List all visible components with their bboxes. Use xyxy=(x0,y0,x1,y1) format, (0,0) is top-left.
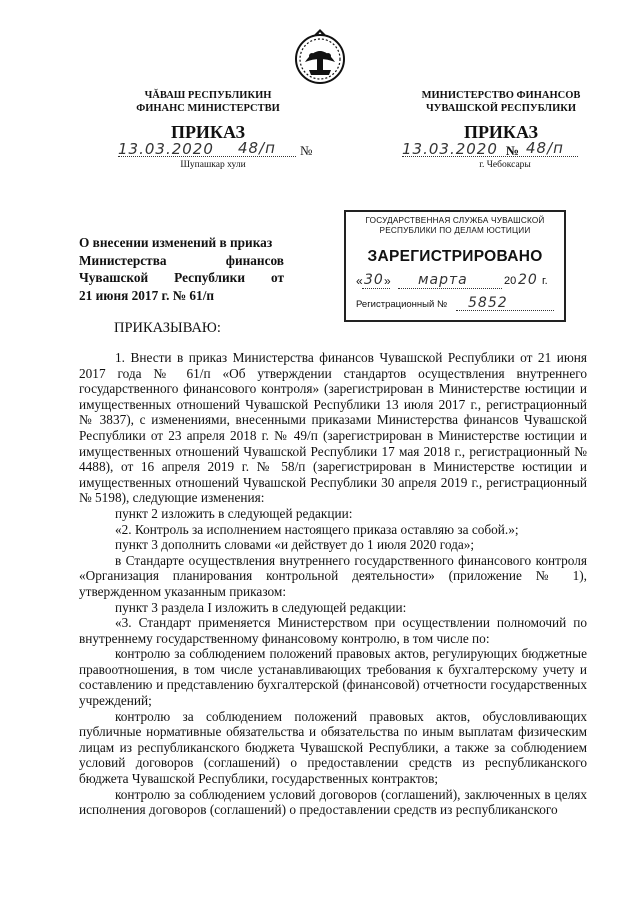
paragraph: 1. Внести в приказ Министерства финансов Чувашской Республики от 21 июня 2017 года № 61/п «Об утверждении стандартов осуществления внутреннего государственного финансового контроля» (зарегистрирован в Министерстве юстиции и имущественных отношений Чувашской Республики 13 июля 2017 г., регистрационный № 3837), с изменениями, внесенными приказами Министерства финансов Чувашской Республики от 23 апреля 2018 г. № 49/п (зарегистрирован в Министерстве юстиции и имущественных отношений Чувашской Республики 17 мая 2018 г., регистрационный № 4488), от 16 апреля 2019 г. № 58/п (зарегистрирован в Министерстве юстиции и имущественных отношений Чувашской Республики 30 апреля 2019 г., регистрационный № 5198), следующие изменения: xyxy=(79,350,587,506)
header-left-line1: ЧĂВАШ РЕСПУБЛИКИН xyxy=(144,90,272,101)
stamp-year-unit: г. xyxy=(542,275,548,287)
paragraph: «3. Стандарт применяется Министерством при осуществлении полномочий по внутреннему государственному финансовому контролю, в том числе по: xyxy=(79,615,587,646)
left-city: Шупашкар хули xyxy=(180,160,246,170)
paragraph: контролю за соблюдением положений правовых актов, регулирующих бюджетные правоотношения, в том числе устанавливающих требования к бухгалтерскому учету и составлению и представлению бухгалтерской (финансовой) отчетности государственных учреждений; xyxy=(79,646,587,709)
document-title xyxy=(79,234,284,304)
stamp-date-row: « 30 » марта 20 20 г. xyxy=(356,272,548,288)
header-right-line1: МИНИСТЕРСТВО ФИНАНСОВ xyxy=(421,90,581,101)
stamp-day: 30 xyxy=(364,272,384,288)
left-date: 13.03.2020 xyxy=(118,140,214,158)
stamp-reg-label: Регистрационный № xyxy=(356,299,448,310)
order-word: ПРИКАЗЫВАЮ: xyxy=(114,320,221,336)
right-number: 48/п xyxy=(526,139,564,157)
paragraph: в Стандарте осуществления внутреннего государственного финансового контроля «Организация планирования контрольной деятельности» (приложение № 1), утвержденном указанным приказом: xyxy=(79,552,587,599)
right-date-line xyxy=(402,140,602,160)
header-left-line2: ФИНАНС МИНИСТЕРСТВИ xyxy=(136,103,280,114)
stamp-reg-row xyxy=(346,296,564,314)
title-line1: О внесении изменений в приказ xyxy=(79,235,273,250)
title-line2: Министерства финансов xyxy=(79,252,284,268)
paragraph: «2. Контроль за исполнением настоящего приказа оставляю за собой.»; xyxy=(115,521,519,537)
stamp-year-prefix: 20 xyxy=(504,275,517,287)
paragraph: пункт 3 раздела I изложить в следующей редакции: xyxy=(115,599,407,615)
right-number-sign: № xyxy=(506,143,520,158)
paragraph: пункт 3 дополнить словами «и действует до 1 июля 2020 года»; xyxy=(115,537,475,553)
title-line4: 21 июня 2017 г. № 61/п xyxy=(79,287,215,303)
right-city: г. Чебоксары xyxy=(479,160,531,170)
title-line3: Чувашской Республики от xyxy=(79,270,284,285)
stamp-year-suffix: 20 xyxy=(518,272,538,288)
stamp-month: марта xyxy=(418,272,468,288)
left-number: 48/п xyxy=(238,139,276,157)
stamp-line1: ГОСУДАРСТВЕННАЯ СЛУЖБА ЧУВАШСКОЙ xyxy=(365,216,545,225)
registration-stamp xyxy=(344,210,566,322)
left-number-sign: № xyxy=(300,143,313,158)
coat-of-arms-icon xyxy=(293,26,347,88)
header-right-line2: ЧУВАШСКОЙ РЕСПУБЛИКИ xyxy=(425,103,577,114)
stamp-registered: ЗАРЕГИСТРИРОВАНО xyxy=(367,248,543,265)
right-prikaz-title: ПРИКАЗ xyxy=(463,122,539,142)
right-date: 13.03.2020 xyxy=(402,140,498,158)
stamp-reg-number: 5852 xyxy=(468,295,508,311)
left-date-underline xyxy=(118,156,296,157)
right-date-underline xyxy=(402,156,578,157)
left-date-line xyxy=(118,140,318,160)
document-body xyxy=(79,350,587,818)
paragraph: контролю за соблюдением положений правовых актов, обусловливающих публичные нормативные обязательства и обязательства по иным выплатам физическим лицам из республиканского бюджета Чувашской Республики, а также за соблюдением условий договоров (соглашений) о предоставлении средств из республиканского бюджета Чувашской Республики, государственных контрактов; xyxy=(79,708,587,787)
paragraph: контролю за соблюдением условий договоров (соглашений), заключенных в целях исполнения договоров (соглашений) о предоставлении средств из республиканского xyxy=(79,786,587,818)
paragraph: пункт 2 изложить в следующей редакции: xyxy=(115,505,353,521)
stamp-line2: РЕСПУБЛИКИ ПО ДЕЛАМ ЮСТИЦИИ xyxy=(379,226,531,235)
left-prikaz-title: ПРИКАЗ xyxy=(170,122,246,142)
